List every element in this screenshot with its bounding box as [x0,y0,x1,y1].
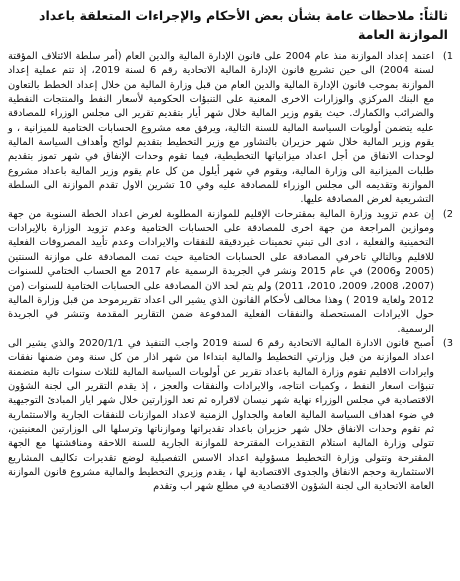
item-text: اعتمد إعداد الموازنة منذ عام 2004 على قانون الإدارة المالية والدين العام (أمر سلطة الائتلاف المؤقتة لسنة 2004) الى حين تشريع قانون الإدارة المالية الاتحادية رقم 6 لسنة 2019، إذ تتم عملية إعداد الموازنة بموجب قانون الإدارة المالية والدين العام من قبل وزارة المالية من خلال إعداد الخطط بالتعاون مع البنك المركزي والوزارات الاخرى المعنية على التنبؤات الحكومية لأسعار النفط والمنتجات النفطية والضرائب والكمارك. حيث يقوم وزير المالية خلال شهر أيار بتقديم تقرير الى مجلس الوزراء للمصادقة عليه يتضمن أولويات السياسة المالية للسنة التالية، ويرفق معه مشروع الحسابات الختامية للميزانية ، و يقوم وزير المالية خلال شهر حزيران بالتشاور مع وزير التخطيط بتقديم لوائح وأهداف السياسة المالية لوحدات الانفاق من أجل اعداد ميزانياتها التخطيطية، فيما تقوم وحدات الإنفاق في شهر تموز بتقديم طلبات الميزانية الى وزارة المالية، ويقوم في شهر أيلول من كل عام يقوم وزير المالية باعداد مشروع الموازنة وتقديمه الى مجلس الوزراء للمصادقة عليه وفي 10 تشرين الاول تقدم الموازنة الى السلطة التشريعية لغرض المصادقة عليها. [8,51,435,206]
list-item [8,50,454,208]
notes-list [8,50,454,495]
item-number: 1) [442,51,453,62]
list-item [8,208,454,337]
item-text: إن عدم تزويد وزارة المالية بمقترحات الإقليم للموازنة المطلوبة لغرض اعداد الخطة السنوية من جهة وموازين المراجعة من جهة اخرى للمصادقة على الحسابات الختامية وعدم تزويد الوزارة بالإيرادات التخمينية والفعلية ، ادى الى تبني تخمينات غيردقيقة للنفقات والايرادات وعدم تأييد المصروفات الفعلية للاقليم وبالتالي تاخرفي المصادقة على الحسابات الختامية حيث تمت المصادقة على موازنة السنتين (2005 و2006) في عام 2015 ونشر في الجريدة الرسمية عام 2017 مع الحساب الختامي للسنوات (2007، 2008، 2009، 2010، 2011) ولم يتم لحد الان المصادقة على الحسابات الختامية للسنوات (من 2012 ولغاية 2019 ) وهذا مخالف لأحكام القانون الذي يشير الى اعداد تقريرموحد من قبل وزارة المالية حول الايرادات المستحصلة والنفقات الفعلية المدفوعة ضمن التقارير المقدمة وتنشر في الجريدة الرسمية. [8,208,435,335]
item-text: أصبح قانون الادارة المالية الاتحادية رقم 6 لسنة 2019 واجب التنفيذ في 2020/1/1 والذي يشير الى اعداد الموازنة من قبل وزارتي التخطيط والمالية ابتداءا من شهر اذار من كل سنة ومن ضمنها نفقات وايرادات الاقليم تقوم وزارة المالية باعداد تقرير عن أولويات السياسة المالية للثلاث سنوات تالية متضمنة تنبؤات اسعار النفط ، وكميات انتاجه، والايرادات والنفقات والعجز ، إذ يقدم التقرير الى لجنة الشؤون الاقتصادية في مجلس الوزراء نهاية شهر نيسان لاقراره ثم تعد الوزارتين خلال شهر ايار المبادئ التوجيهية في ضوء اهداف السياسة المالية العامة والجداول الزمنية لاعداد الموازنات للنفقات الجارية والاستثمارية ثم تقوم وحدات الانفاق خلال شهر حزيران باعداد تقديراتها وموازناتها وترسلها الى الوزارتين المعنيتين، تتولى وزارة المالية استلام التقديرات المقترحة للموازنة الجارية للسنة اللاحقة ومناقشتها مع الجهة المقترحة وتتولى وزارة التخطيط مسؤولية اعداد الاسس التفصيلية لوضع تقديرات تكاليف المشاريع الاستثمارية وحجم الانفاق والجدوى الاقتصادية لها ، يقدم وزيري التخطيط والمالية مشروع قانون الموازنة العامة الاتحادية الى لجنة الشؤون الاقتصادية في مطلع شهر اب وتقدم [8,337,435,493]
list-item [8,337,454,495]
item-number: 3) [442,337,453,349]
section-heading: ثالثاً: ملاحظات عامة بشأن بعض الأحكام والإجراءات المتعلقة باعداد الموازنة العامة [39,8,448,42]
item-number: 2) [442,208,453,220]
